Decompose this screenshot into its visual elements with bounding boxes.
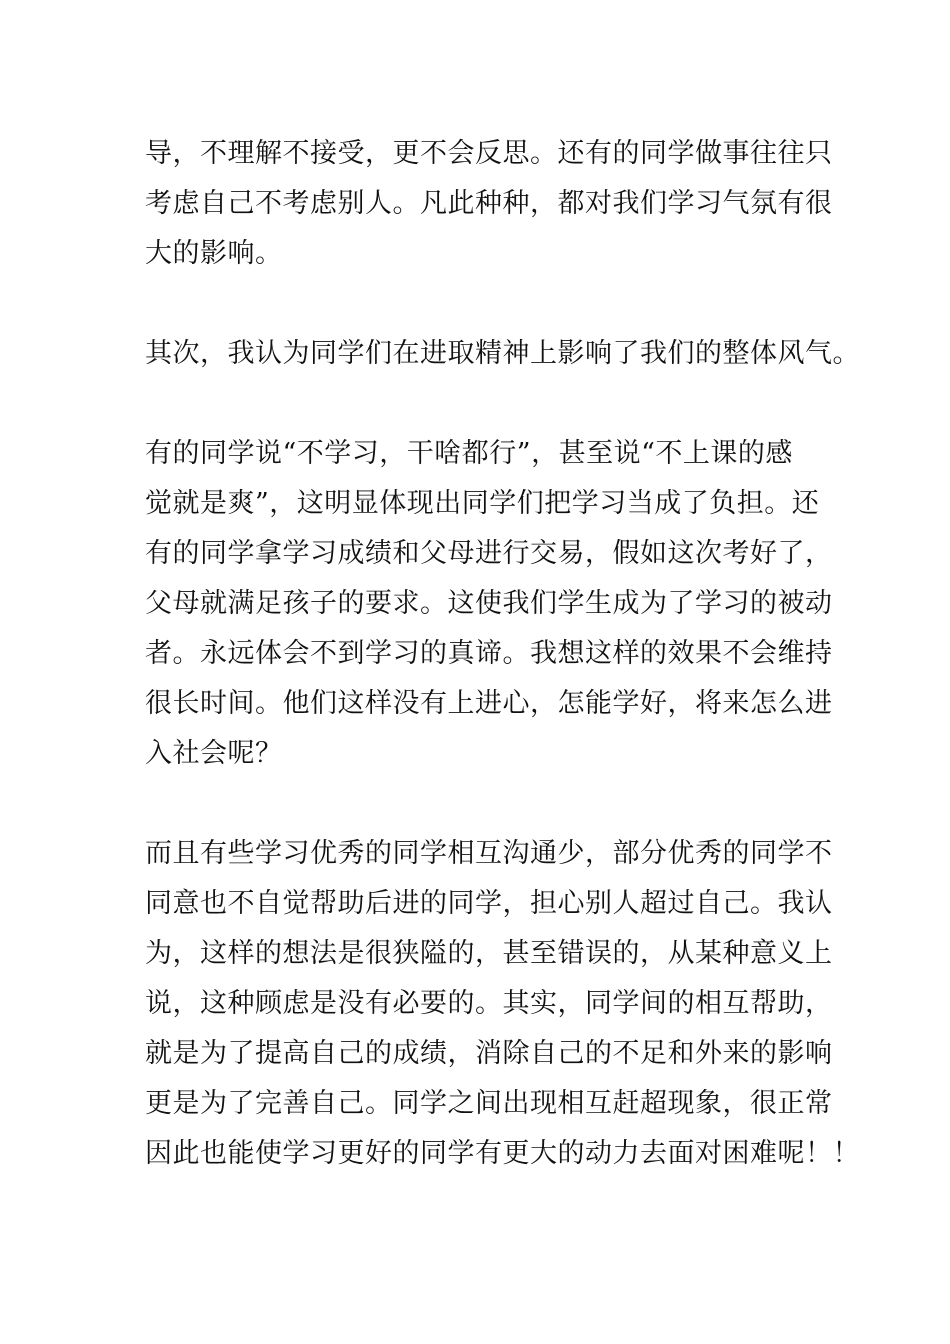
text-line: 有的同学拿学习成绩和父母进行交易，假如这次考好了， [145,538,833,569]
text-line: 父母就满足孩子的要求。这使我们学生成为了学习的被动 [145,588,833,619]
text-line: 大的影响。 [145,238,283,269]
text-line: 说，这种顾虑是没有必要的。其实，同学间的相互帮助， [145,988,833,1019]
paragraph-gap [145,379,815,429]
text-line: 很长时间。他们这样没有上进心，怎能学好，将来怎么进 [145,688,833,719]
text-line: 考虑自己不考虑别人。凡此种种，都对我们学习气氛有很 [145,188,833,219]
text-line: 为，这样的想法是很狭隘的，甚至错误的，从某种意义上 [145,938,833,969]
paragraph-1 [145,129,833,279]
paragraph-4 [145,829,860,1179]
text-line: 更是为了完善自己。同学之间出现相互赶超现象，很正常 [145,1088,833,1119]
text-line: 而且有些学习优秀的同学相互沟通少，部分优秀的同学不 [145,838,833,869]
text-line: 同意也不自觉帮助后进的同学，担心别人超过自己。我认 [145,888,833,919]
text-line: 导，不理解不接受，更不会反思。还有的同学做事往往只 [145,138,833,169]
paragraph-2 [145,329,860,379]
text-line: 入社会呢？ [145,738,283,769]
paragraph-gap [145,279,815,329]
text-line: 觉就是爽”，这明显体现出同学们把学习当成了负担。还 [145,488,820,519]
text-line: 其次，我认为同学们在进取精神上影响了我们的整体风气。 [145,338,860,369]
text-line: 者。永远体会不到学习的真谛。我想这样的效果不会维持 [145,638,833,669]
text-line: 因此也能使学习更好的同学有更大的动力去面对困难呢！！ [145,1138,860,1169]
text-body [145,129,860,1179]
paragraph-3 [145,429,833,779]
text-line: 就是为了提高自己的成绩，消除自己的不足和外来的影响 [145,1038,833,1069]
text-line: 有的同学说“不学习，干啥都行”，甚至说“不上课的感 [145,438,793,469]
paragraph-gap [145,779,815,829]
